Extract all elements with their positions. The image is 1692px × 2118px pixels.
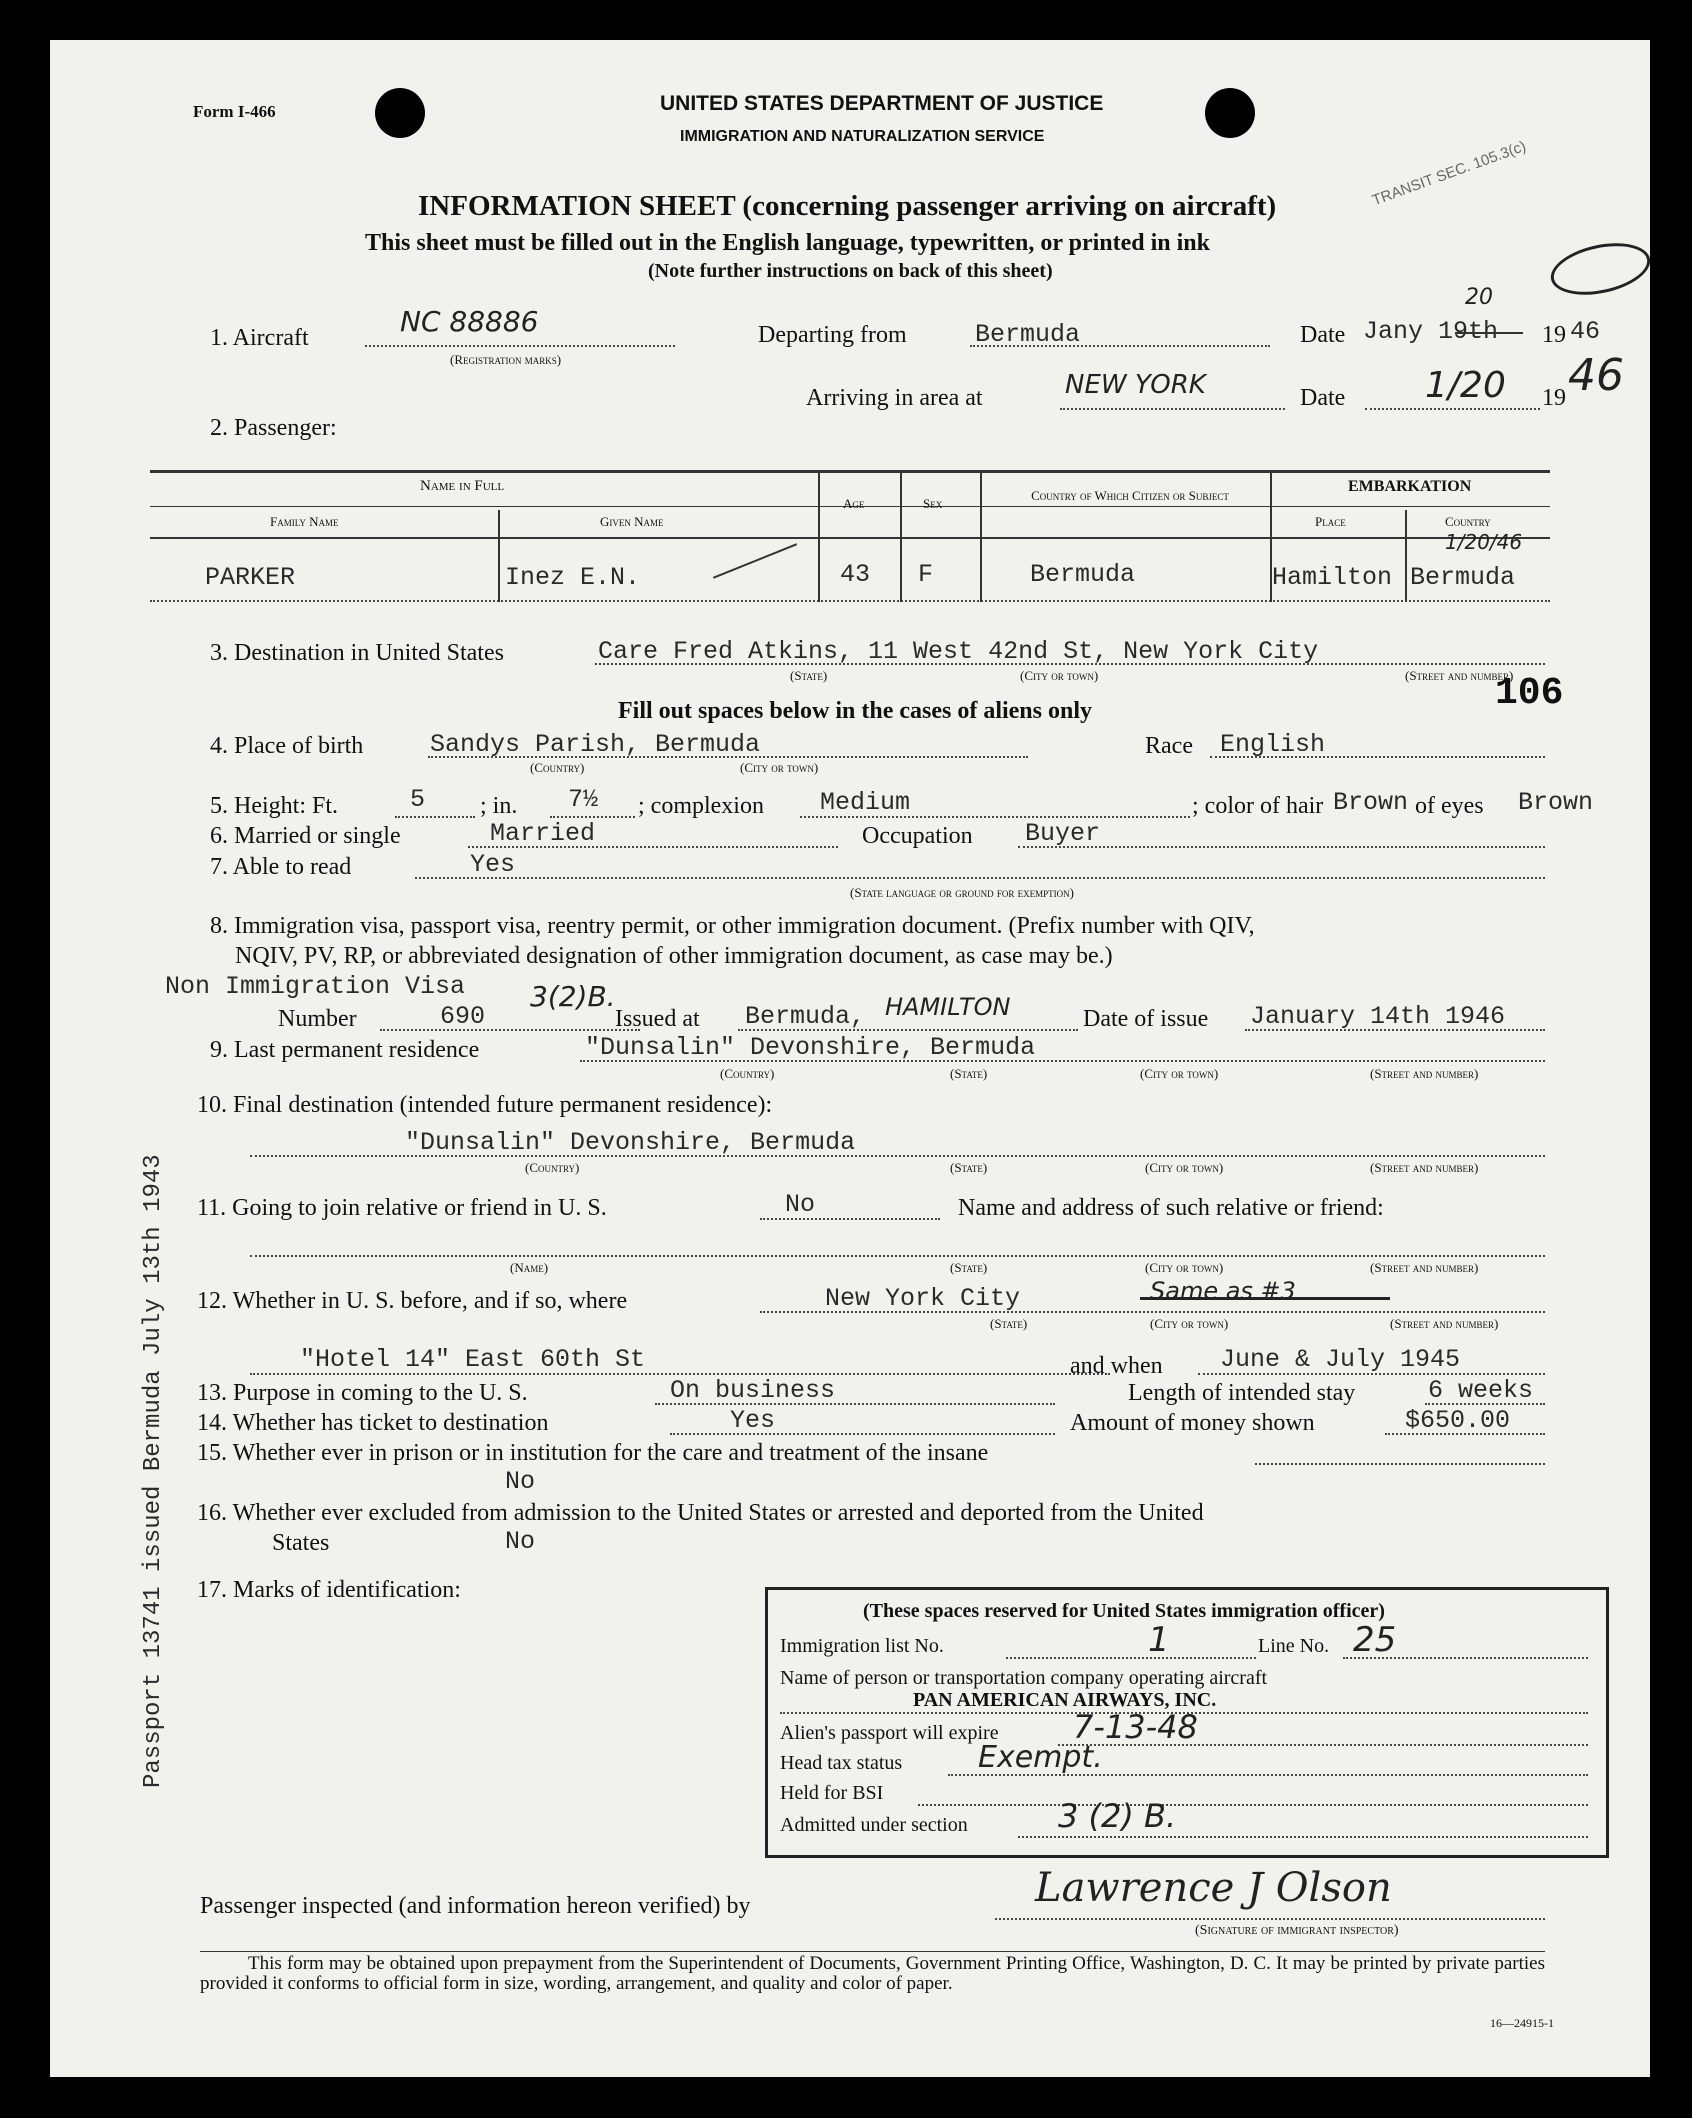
item15-value: No bbox=[505, 1467, 536, 1496]
item4-label: 4. Place of birth bbox=[210, 733, 364, 759]
when-value: June & July 1945 bbox=[1220, 1345, 1461, 1374]
header-place: Place bbox=[1315, 514, 1346, 529]
section-line bbox=[1018, 1836, 1588, 1838]
stay-value: 6 weeks bbox=[1428, 1376, 1534, 1405]
inches-label: ; in. bbox=[480, 793, 518, 819]
header-given: Given Name bbox=[600, 514, 664, 529]
item11-line2 bbox=[250, 1255, 1545, 1257]
departing-value: Bermuda bbox=[975, 320, 1081, 349]
date-value: Jany 19th bbox=[1363, 317, 1499, 346]
header-family: Family Name bbox=[270, 514, 339, 529]
item11-name-label: Name and address of such relative or friend: bbox=[958, 1195, 1384, 1221]
punch-hole bbox=[1205, 88, 1255, 138]
header-name-in-full: Name in Full bbox=[420, 478, 505, 494]
departing-label: Departing from bbox=[758, 322, 907, 348]
item7-value: Yes bbox=[470, 850, 516, 879]
issue-date-label: Date of issue bbox=[1083, 1006, 1209, 1032]
side-passport-note: Passport 13741 issued Bermuda July 13th 1943 bbox=[140, 1154, 167, 1788]
date-label: Date bbox=[1300, 322, 1346, 348]
item12-label: 12. Whether in U. S. before, and if so, where bbox=[197, 1288, 628, 1314]
item3-number: 106 bbox=[1495, 672, 1564, 715]
item3-sub-state: (State) bbox=[790, 668, 828, 683]
item4-value: Sandys Parish, Bermuda bbox=[430, 730, 761, 759]
cell-given: Inez E.N. bbox=[505, 563, 641, 592]
arr-date-value: 1/20 bbox=[1425, 365, 1506, 406]
item10-value: "Dunsalin" Devonshire, Bermuda bbox=[405, 1128, 856, 1157]
height-ft: 5 bbox=[410, 785, 426, 814]
item8-number: 690 bbox=[440, 1002, 486, 1031]
passport-value: 7-13-48 bbox=[1073, 1708, 1198, 1746]
header-age: Age bbox=[843, 496, 865, 511]
item16-line2: States bbox=[272, 1530, 330, 1556]
item3-sub-street: (Street and number) bbox=[1405, 668, 1514, 683]
form-instruction: This sheet must be filled out in the English language, typewritten, or printed in ink bbox=[365, 230, 1210, 256]
footer-code: 16—24915-1 bbox=[1490, 2016, 1554, 2030]
arriving-value: NEW YORK bbox=[1065, 370, 1206, 400]
inspection-label: Passenger inspected (and information hereon verified) by bbox=[200, 1893, 751, 1919]
operator-label: Name of person or transportation company operating aircraft bbox=[780, 1667, 1268, 1689]
arr-date-line bbox=[1365, 408, 1540, 410]
item16-line1: 16. Whether ever excluded from admission to the United States or arrested and deported from the United bbox=[197, 1500, 1204, 1526]
race-value: English bbox=[1220, 730, 1326, 759]
item8-number-label: Number bbox=[278, 1006, 357, 1032]
officer-box-title: (These spaces reserved for United States immigration officer) bbox=[863, 1600, 1385, 1622]
eyes-value: Brown bbox=[1518, 788, 1594, 817]
line-label: Line No. bbox=[1258, 1635, 1330, 1657]
cell-country: Bermuda bbox=[1030, 560, 1136, 589]
form-note: (Note further instructions on back of this sheet) bbox=[648, 260, 1053, 282]
item3-label: 3. Destination in United States bbox=[210, 640, 504, 666]
form-number: Form I-466 bbox=[193, 102, 276, 121]
bsi-line bbox=[918, 1804, 1588, 1806]
item6-value: Married bbox=[490, 819, 596, 848]
item14-value: Yes bbox=[730, 1406, 776, 1435]
cell-emb-date: 1/20/46 bbox=[1445, 530, 1523, 554]
item16-value: No bbox=[505, 1527, 536, 1556]
item8-line2: NQIV, PV, RP, or abbreviated designation of other immigration document, as case may be.) bbox=[235, 943, 1113, 969]
arr-date-label: Date bbox=[1300, 385, 1346, 411]
aircraft-line bbox=[365, 345, 675, 347]
item14-line bbox=[670, 1433, 1055, 1435]
header-embarkation: EMBARKATION bbox=[1348, 478, 1472, 495]
list-value: 1 bbox=[1148, 1620, 1170, 1660]
service-name: IMMIGRATION AND NATURALIZATION SERVICE bbox=[680, 128, 1045, 145]
hair-label: ; color of hair bbox=[1192, 793, 1324, 819]
eyes-label: of eyes bbox=[1415, 793, 1484, 819]
signature-line bbox=[995, 1918, 1545, 1920]
item12-strike-line bbox=[1140, 1297, 1390, 1300]
item15-label: 15. Whether ever in prison or in institution for the care and treatment of the insane bbox=[197, 1440, 989, 1466]
list-label: Immigration list No. bbox=[780, 1635, 944, 1657]
item12-sub-city: (City or town) bbox=[1150, 1316, 1229, 1331]
date-correction: 20 bbox=[1465, 285, 1493, 310]
item11-sub-street: (Street and number) bbox=[1370, 1260, 1479, 1275]
item9-sub-city: (City or town) bbox=[1140, 1066, 1219, 1081]
item12-sub-street: (Street and number) bbox=[1390, 1316, 1499, 1331]
item9-sub-state: (State) bbox=[950, 1066, 988, 1081]
inspector-signature: Lawrence J Olson bbox=[1035, 1865, 1392, 1911]
date-year: 46 bbox=[1570, 317, 1601, 346]
stay-label: Length of intended stay bbox=[1128, 1380, 1356, 1406]
header-sex: Sex bbox=[923, 496, 943, 511]
race-label: Race bbox=[1145, 733, 1193, 759]
date-strike bbox=[1455, 332, 1523, 334]
hair-value: Brown bbox=[1333, 788, 1409, 817]
when-label: and when bbox=[1070, 1353, 1163, 1379]
item4-sub-country: (Country) bbox=[530, 760, 585, 775]
money-label: Amount of money shown bbox=[1070, 1410, 1315, 1436]
item10-sub-street: (Street and number) bbox=[1370, 1160, 1479, 1175]
item10-sub-state: (State) bbox=[950, 1160, 988, 1175]
item9-sub-street: (Street and number) bbox=[1370, 1066, 1479, 1081]
item8-doc-type: Non Immigration Visa bbox=[165, 972, 466, 1001]
item11-sub-state: (State) bbox=[950, 1260, 988, 1275]
cell-emb-country: Bermuda bbox=[1410, 563, 1516, 592]
issued-label: Issued at bbox=[615, 1006, 700, 1032]
arriving-line bbox=[1060, 408, 1285, 410]
occupation-value: Buyer bbox=[1025, 819, 1101, 848]
item6-label: 6. Married or single bbox=[210, 823, 401, 849]
cell-sex: F bbox=[918, 560, 934, 589]
item12-strike: Same as #3 bbox=[1150, 1277, 1296, 1305]
item9-label: 9. Last permanent residence bbox=[210, 1037, 480, 1063]
item11-value: No bbox=[785, 1190, 816, 1219]
item7-line bbox=[415, 877, 1545, 879]
footer-rule bbox=[200, 1951, 1545, 1952]
passport-label: Alien's passport will expire bbox=[780, 1722, 999, 1744]
officer-box bbox=[765, 1587, 1609, 1858]
department-name: UNITED STATES DEPARTMENT OF JUSTICE bbox=[660, 92, 1104, 115]
operator-value: PAN AMERICAN AIRWAYS, INC. bbox=[913, 1689, 1217, 1711]
aircraft-label: 1. Aircraft bbox=[210, 325, 309, 351]
item15-line bbox=[1255, 1463, 1545, 1465]
arr-date-prefix: 19 bbox=[1542, 385, 1566, 411]
section-value: 3 (2) B. bbox=[1058, 1797, 1177, 1835]
item8-line1: 8. Immigration visa, passport visa, reentry permit, or other immigration document. (Prefix number with QIV, bbox=[210, 913, 1255, 939]
item11-sub-name: (Name) bbox=[510, 1260, 549, 1275]
stamp-circle bbox=[1546, 235, 1655, 303]
check-mark bbox=[713, 543, 797, 579]
bsi-label: Held for BSI bbox=[780, 1782, 884, 1804]
item13-value: On business bbox=[670, 1376, 836, 1405]
item11-label: 11. Going to join relative or friend in U. S. bbox=[197, 1195, 607, 1221]
document-sheet bbox=[50, 40, 1650, 2077]
item11-sub-city: (City or town) bbox=[1145, 1260, 1224, 1275]
aircraft-registration: NC 88886 bbox=[400, 305, 539, 338]
header-country: Country of Which Citizen or Subject bbox=[1031, 488, 1229, 503]
form-title: INFORMATION SHEET (concerning passenger arriving on aircraft) bbox=[418, 190, 1277, 222]
item8-number-note: 3(2)B. bbox=[530, 980, 616, 1013]
issue-date-value: January 14th 1946 bbox=[1250, 1002, 1506, 1031]
item7-sub: (State language or ground for exemption) bbox=[850, 885, 1074, 900]
item12-sub-state: (State) bbox=[990, 1316, 1028, 1331]
item14-label: 14. Whether has ticket to destination bbox=[197, 1410, 549, 1436]
arr-date-year: 46 bbox=[1568, 350, 1624, 401]
cell-family: PARKER bbox=[205, 563, 296, 592]
item5-label: 5. Height: Ft. bbox=[210, 793, 339, 819]
item17-label: 17. Marks of identification: bbox=[197, 1577, 461, 1603]
item4-sub-city: (City or town) bbox=[740, 760, 819, 775]
arriving-label: Arriving in area at bbox=[806, 385, 983, 411]
cell-age: 43 bbox=[840, 560, 871, 589]
issued-hw: HAMILTON bbox=[885, 993, 1011, 1021]
header-emb-country: Country bbox=[1445, 514, 1491, 529]
item3-value: Care Fred Atkins, 11 West 42nd St, New York City bbox=[598, 637, 1319, 666]
line-value: 25 bbox=[1353, 1620, 1397, 1660]
number-line bbox=[380, 1029, 640, 1031]
item13-label: 13. Purpose in coming to the U. S. bbox=[197, 1380, 528, 1406]
item9-value: "Dunsalin" Devonshire, Bermuda bbox=[585, 1033, 1036, 1062]
section-label: Admitted under section bbox=[780, 1814, 968, 1836]
passenger-label: 2. Passenger: bbox=[210, 415, 337, 441]
item10-label: 10. Final destination (intended future permanent residence): bbox=[197, 1092, 773, 1118]
headtax-value: Exempt. bbox=[978, 1740, 1103, 1775]
occupation-label: Occupation bbox=[862, 823, 973, 849]
item7-label: 7. Able to read bbox=[210, 854, 352, 880]
in-line bbox=[550, 816, 635, 818]
item3-sub-city: (City or town) bbox=[1020, 668, 1099, 683]
height-in: 7½ bbox=[568, 785, 599, 814]
date-year-prefix: 19 bbox=[1542, 322, 1566, 348]
ft-line bbox=[395, 816, 475, 818]
cell-place: Hamilton bbox=[1272, 563, 1393, 592]
footer-text: This form may be obtained upon prepayment from the Superintendent of Documents, Government Printing Office, Washington, D. C. It may be printed by private parties provided it conforms to official form in size, wording, arrangement, and quality and color of paper. bbox=[200, 1953, 1545, 1994]
registration-sub: (Registration marks) bbox=[450, 352, 562, 367]
item12-address: "Hotel 14" East 60th St bbox=[300, 1345, 646, 1374]
transit-stamp: TRANSIT SEC. 105.3(c) bbox=[1369, 137, 1529, 210]
money-value: $650.00 bbox=[1405, 1406, 1511, 1435]
item10-sub-country: (Country) bbox=[525, 1160, 580, 1175]
headtax-label: Head tax status bbox=[780, 1752, 903, 1774]
item10-sub-city: (City or town) bbox=[1145, 1160, 1224, 1175]
item9-sub-country: (Country) bbox=[720, 1066, 775, 1081]
list-line bbox=[1006, 1657, 1256, 1659]
issued-value: Bermuda, bbox=[745, 1002, 866, 1031]
punch-hole bbox=[375, 88, 425, 138]
aliens-heading: Fill out spaces below in the cases of aliens only bbox=[618, 698, 1093, 724]
complexion-label: ; complexion bbox=[638, 793, 764, 819]
complexion-value: Medium bbox=[820, 788, 911, 817]
item12-value: New York City bbox=[825, 1284, 1021, 1313]
signature-sub: (Signature of immigrant inspector) bbox=[1195, 1923, 1399, 1938]
